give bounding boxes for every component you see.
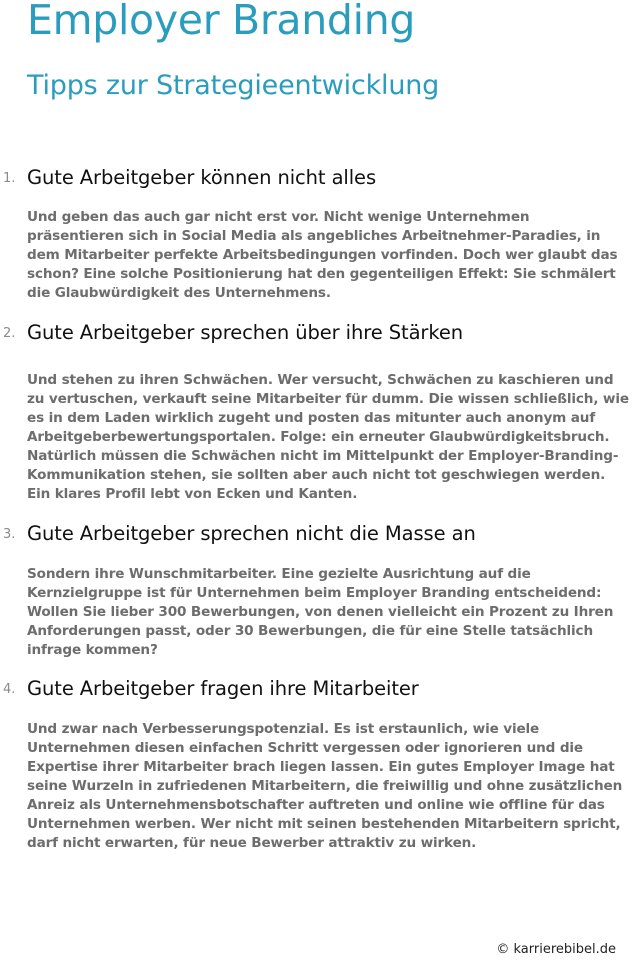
section-body: Und geben das auch gar nicht erst vor. Nicht wenige Unternehmen präsentieren sich in Social Media als angebliches Arbeitnehmer-Paradies, in dem Mitarbeiter perfekte Arbeitsbedingungen vorfinden. Doch wer glaubt das schon? Eine solche Positionierung hat den gegenteiligen Effekt: Sie schmälert die Glaubwürdigkeit des Unternehmens. [27,209,618,301]
section-body: Und zwar nach Verbesserungspotenzial. Es ist erstaunlich, wie viele Unternehmen diesen einfachen Schritt vergessen oder ignorieren und die Expertise ihrer Mitarbeiter brach liegen lassen. Ein gutes Employer Image hat seine Wurzeln in zufriedenen Mitarbeitern, die freiwillig und ohne zusätzlichen Anreiz als Unternehmensbotschafter auftreten und online wie offline für das Unternehmen werben. Wer nicht mit seinen bestehenden Mitarbeitern spricht, darf nicht erwarten, für neue Bewerber attraktiv zu wirken. [27,721,623,851]
section-heading: Gute Arbeitgeber können nicht alles [27,166,377,189]
page-title: Employer Branding [27,0,416,44]
section-body: Und stehen zu ihren Schwächen. Wer versucht, Schwächen zu kaschieren und zu vertuschen, verkauft seine Mitarbeiter für dumm. Die wissen schließlich, wie es in dem Laden wirklich zugeht und posten das mitunter auch anonym auf Arbeitgeberbewertungsportalen. Folge: ein erneuter Glaubwürdigkeitsbruch. Natürlich müssen die Schwächen nicht im Mittelpunkt der Employer-Branding-Kommunikation stehen, sie sollten aber auch nicht tot geschwiegen werden. Ein klares Profil lebt von Ecken und Kanten. [27,372,629,502]
section-heading: Gute Arbeitgeber sprechen über ihre Stärken [27,321,463,344]
page-subtitle: Tipps zur Strategieentwicklung [27,70,440,101]
section-number: 4. [3,682,16,697]
section-number: 1. [3,171,16,186]
section-number: 3. [3,527,16,542]
section-heading: Gute Arbeitgeber sprechen nicht die Masse an [27,522,476,545]
section-number: 2. [3,326,16,341]
section-heading: Gute Arbeitgeber fragen ihre Mitarbeiter [27,677,419,700]
section-body: Sondern ihre Wunschmitarbeiter. Eine gezielte Ausrichtung auf die Kernzielgruppe ist für Unternehmen beim Employer Branding entscheidend: Wollen Sie lieber 300 Bewerbungen, von denen vielleicht ein Prozent zu Ihren Anforderungen passt, oder 30 Bewerbungen, die für eine Stelle tatsächlich infrage kommen? [27,566,614,658]
copyright-notice: © karrierebibel.de [496,942,616,957]
